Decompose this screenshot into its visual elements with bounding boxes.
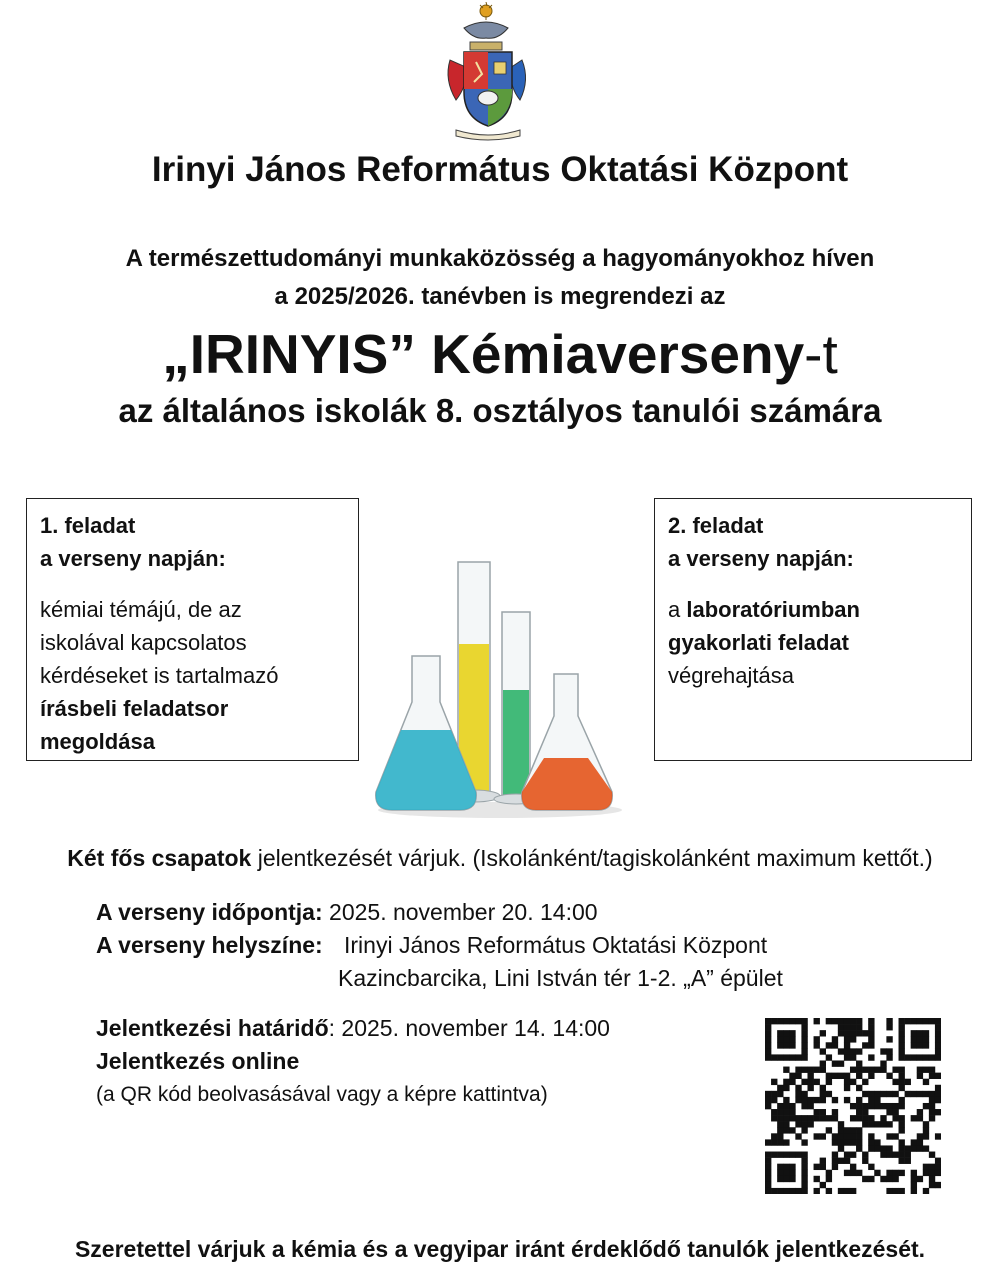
task-2-subtitle: a verseny napján: <box>668 546 854 571</box>
registration-deadline <box>96 1012 610 1045</box>
place-value-2: Kazincbarcika, Lini István tér 1-2. „A” épület <box>338 965 783 991</box>
qr-code[interactable] <box>765 1018 941 1194</box>
deadline-label: Jelentkezési határidő <box>96 1015 329 1041</box>
task-2-title: 2. feladat <box>668 513 764 538</box>
deadline-value: : 2025. november 14. 14:00 <box>328 1015 610 1041</box>
task-2-desc-line: végrehajtása <box>668 663 794 688</box>
task-2-desc-bold: gyakorlati feladat <box>668 630 849 655</box>
task-2-desc-prefix: a <box>668 597 687 622</box>
task-1-subtitle: a verseny napján: <box>40 546 226 571</box>
online-label: Jelentkezés online <box>96 1048 300 1074</box>
lab-glassware-image <box>372 552 628 822</box>
task-1-title: 1. feladat <box>40 513 136 538</box>
task-1-desc-line: kémiai témájú, de az <box>40 597 242 622</box>
coat-of-arms-icon <box>440 2 548 142</box>
competition-title <box>0 322 1000 386</box>
teams-rest: jelentkezését várjuk. (Iskolánként/tagiskolánként maximum kettőt.) <box>251 845 933 871</box>
lab-glassware-icon <box>372 552 628 822</box>
task-1-box <box>26 498 359 761</box>
intro-line-2: a 2025/2026. tanévben is megrendezi az <box>274 283 726 310</box>
task-1-description <box>40 593 345 758</box>
place-value-1: Irinyi János Református Oktatási Központ <box>344 932 768 958</box>
competition-time <box>96 896 598 929</box>
time-value: 2025. november 20. 14:00 <box>322 899 598 925</box>
competition-title-main: „IRINYIS” Kémiaverseny <box>162 323 805 385</box>
audience-line: az általános iskolák 8. osztályos tanulói számára <box>118 392 882 429</box>
online-note: (a QR kód beolvasásával vagy a képre kattintva) <box>96 1083 548 1106</box>
competition-title-suffix: -t <box>804 323 838 385</box>
online-registration-label <box>96 1045 299 1078</box>
task-2-desc-line <box>668 593 958 626</box>
qr-code-icon[interactable] <box>765 1018 941 1194</box>
place-label: A verseny helyszíne: <box>96 932 323 958</box>
teams-line <box>0 845 1000 872</box>
intro-line-1: A természettudományi munkaközösség a hagyományokhoz híven <box>125 245 875 272</box>
task-1-desc-line: iskolával kapcsolatos <box>40 630 247 655</box>
school-name: Irinyi János Református Oktatási Központ <box>151 150 849 189</box>
competition-place <box>96 929 323 962</box>
task-1-desc-line: kérdéseket is tartalmazó <box>40 663 279 688</box>
task-2-desc-bold: laboratóriumban <box>686 597 860 622</box>
task-2-box <box>654 498 972 761</box>
task-2-description <box>668 593 958 692</box>
footer-invitation: Szeretettel várjuk a kémia és a vegyipar iránt érdeklődő tanulók jelentkezését. <box>74 1236 926 1262</box>
intro-text <box>0 240 1000 316</box>
teams-bold: Két fős csapatok <box>67 845 252 871</box>
task-1-desc-bold: írásbeli feladatsor <box>40 696 229 721</box>
school-crest <box>440 2 548 142</box>
task-1-desc-bold: megoldása <box>40 729 155 754</box>
time-label: A verseny időpontja: <box>96 899 323 925</box>
